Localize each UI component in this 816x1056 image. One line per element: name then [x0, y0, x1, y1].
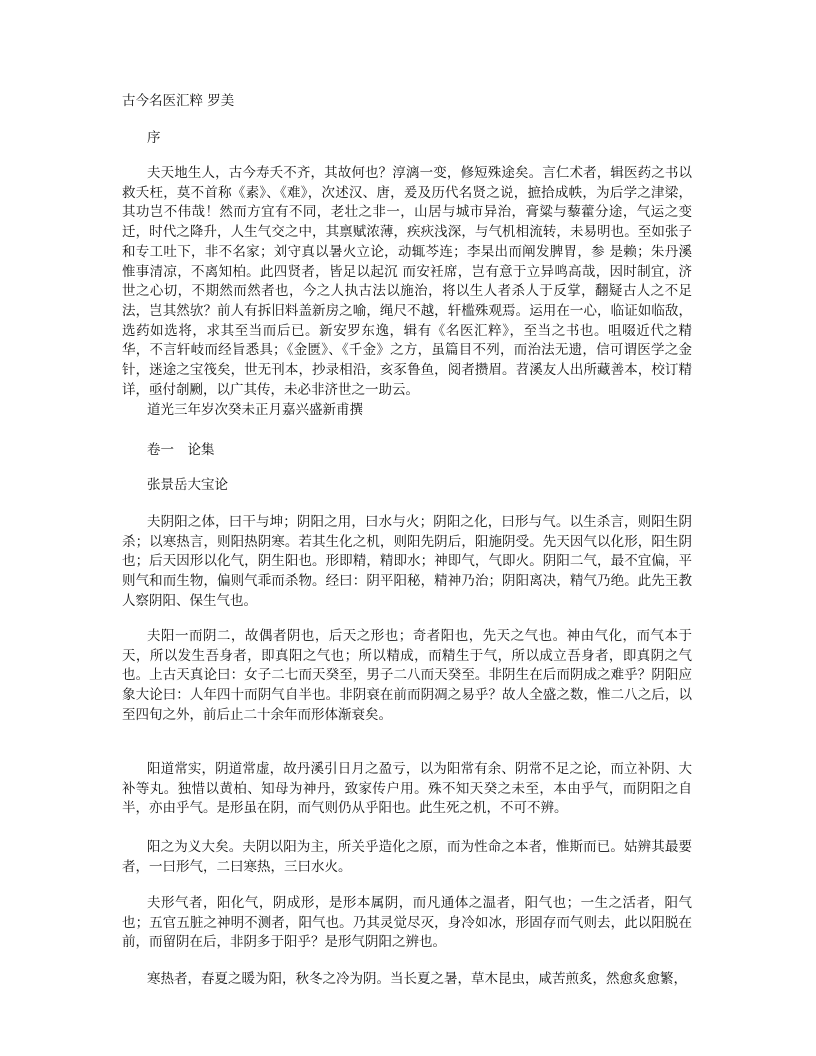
- book-title: 古今名医汇粹 罗美: [122, 93, 235, 109]
- body-paragraph-5: 夫形气者，阳化气，阴成形，是形本属阴，而凡通体之温者，阳气也；一生之活者，阳气也；五官五脏之神明不测者，阳气也。乃其灵觉尽灭，身冷如冰，形固存而气则去，此以阳脱在前，而留阴在后，非阴多于阳乎？是形气阴阳之辨也。: [122, 895, 692, 951]
- body-paragraph-4: 阳之为义大矣。夫阴以阳为主，所关乎造化之原，而为性命之本者，惟斯而已。姑辨其最要者，一曰形气，二曰寒热，三曰水火。: [122, 839, 692, 875]
- preface-heading: 序: [147, 130, 161, 146]
- date-line: 道光三年岁次癸未正月嘉兴盛新甫撰: [147, 402, 363, 418]
- body-paragraph-6: 寒热者，春夏之暖为阳，秋冬之冷为阴。当长夏之暑，草木昆虫，咸苦煎炙，然愈炙愈繁，: [147, 971, 687, 987]
- body-paragraph-3: 阳道常实，阴道常虚，故丹溪引日月之盈亏，以为阳常有余、阴常不足之论，而立补阴、大补等丸。独惜以黄柏、知母为神丹，致家传户用。殊不知天癸之未至，本由乎气，而阴阳之自半，亦由乎气。是形虽在阴，而气则仍从乎阳也。此生死之机，不可不辨。: [122, 761, 692, 817]
- essay-title: 张景岳大宝论: [147, 477, 228, 493]
- volume-heading: 卷一 论集: [147, 442, 215, 458]
- body-paragraph-1: 夫阴阳之体，曰干与坤；阴阳之用，曰水与火；阴阳之化，曰形与气。以生杀言，则阳生阴杀；以寒热言，则阳热阴寒。若其生化之机，则阳先阴后，阳施阴受。先天因气以化形，阳生阴也；后天因形以化气，阴生阳也。形即精，精即水；神即气，气即火。阴阳二气，最不宜偏，平则气和而生物，偏则气乖而杀物。经曰：阴平阳秘，精神乃治；阴阳离决，精气乃绝。此先王教人察阴阳、保生气也。: [122, 514, 692, 609]
- preface-paragraph: 夫天地生人，古今寿夭不齐，其故何也？淳漓一变，修短殊途矣。言仁术者，辑医药之书以救夭枉，莫不首称《素》、《难》，次述汉、唐，爰及历代名贤之说，摭拾成帙，为后学之津梁，其功岂不伟哉！然而方宜有不同，老壮之非一，山居与城市异治，膏粱与藜藿分途，气运之变迁，时代之降升，人生气交之中，其禀赋浓薄，疾疢浅深，与气机相流转，未易明也。至如张子和专工吐下，非不名家；刘守真以暑火立论，动辄芩连；李杲出而阐发脾胃，参 是赖；朱丹溪惟事清凉，不离知柏。此四贤者，皆足以起沉 而安衽席，岂有意于立异鸣高哉，因时制宜，济世之心切，不期然而然者也，今之人执古法以施治，将以生人者杀人于反掌，翻疑古人之不足法，岂其然欤？前人有拆旧料盖新房之喻，绳尺不越，轩槛殊观焉。运用在一心，临证如临敌，选药如选将，求其至当而后已。新安罗东逸，辑有《名医汇粹》，至当之书也。咀啜近代之精华，不言轩岐而经旨悉具；《金匮》、《千金》之方，虽篇目不列，而治法无遗，信可谓医学之金针，迷途之宝筏矣，世无刊本，抄录相沿，亥豕鲁鱼，阅者攒眉。苕溪友人出所藏善本，校订精详，亟付剞劂，以广其传，未必非济世之一助云。: [122, 165, 692, 398]
- body-paragraph-2: 夫阳一而阴二，故偶者阴也，后天之形也；奇者阳也，先天之气也。神由气化，而气本于天，所以发生吾身者，即真阳之气也；所以精成，而精生于气，所以成立吾身者，即真阴之气也。上古天真论曰：女子二七而天癸至，男子二八而天癸至。非阴生在后而阴成之难乎？阴阳应象大论曰：人年四十而阴气自半也。非阴衰在前而阴凋之易乎？故人全盛之数，惟二八之后，以至四旬之外，前后止二十余年而形体渐衰矣。: [122, 628, 692, 723]
